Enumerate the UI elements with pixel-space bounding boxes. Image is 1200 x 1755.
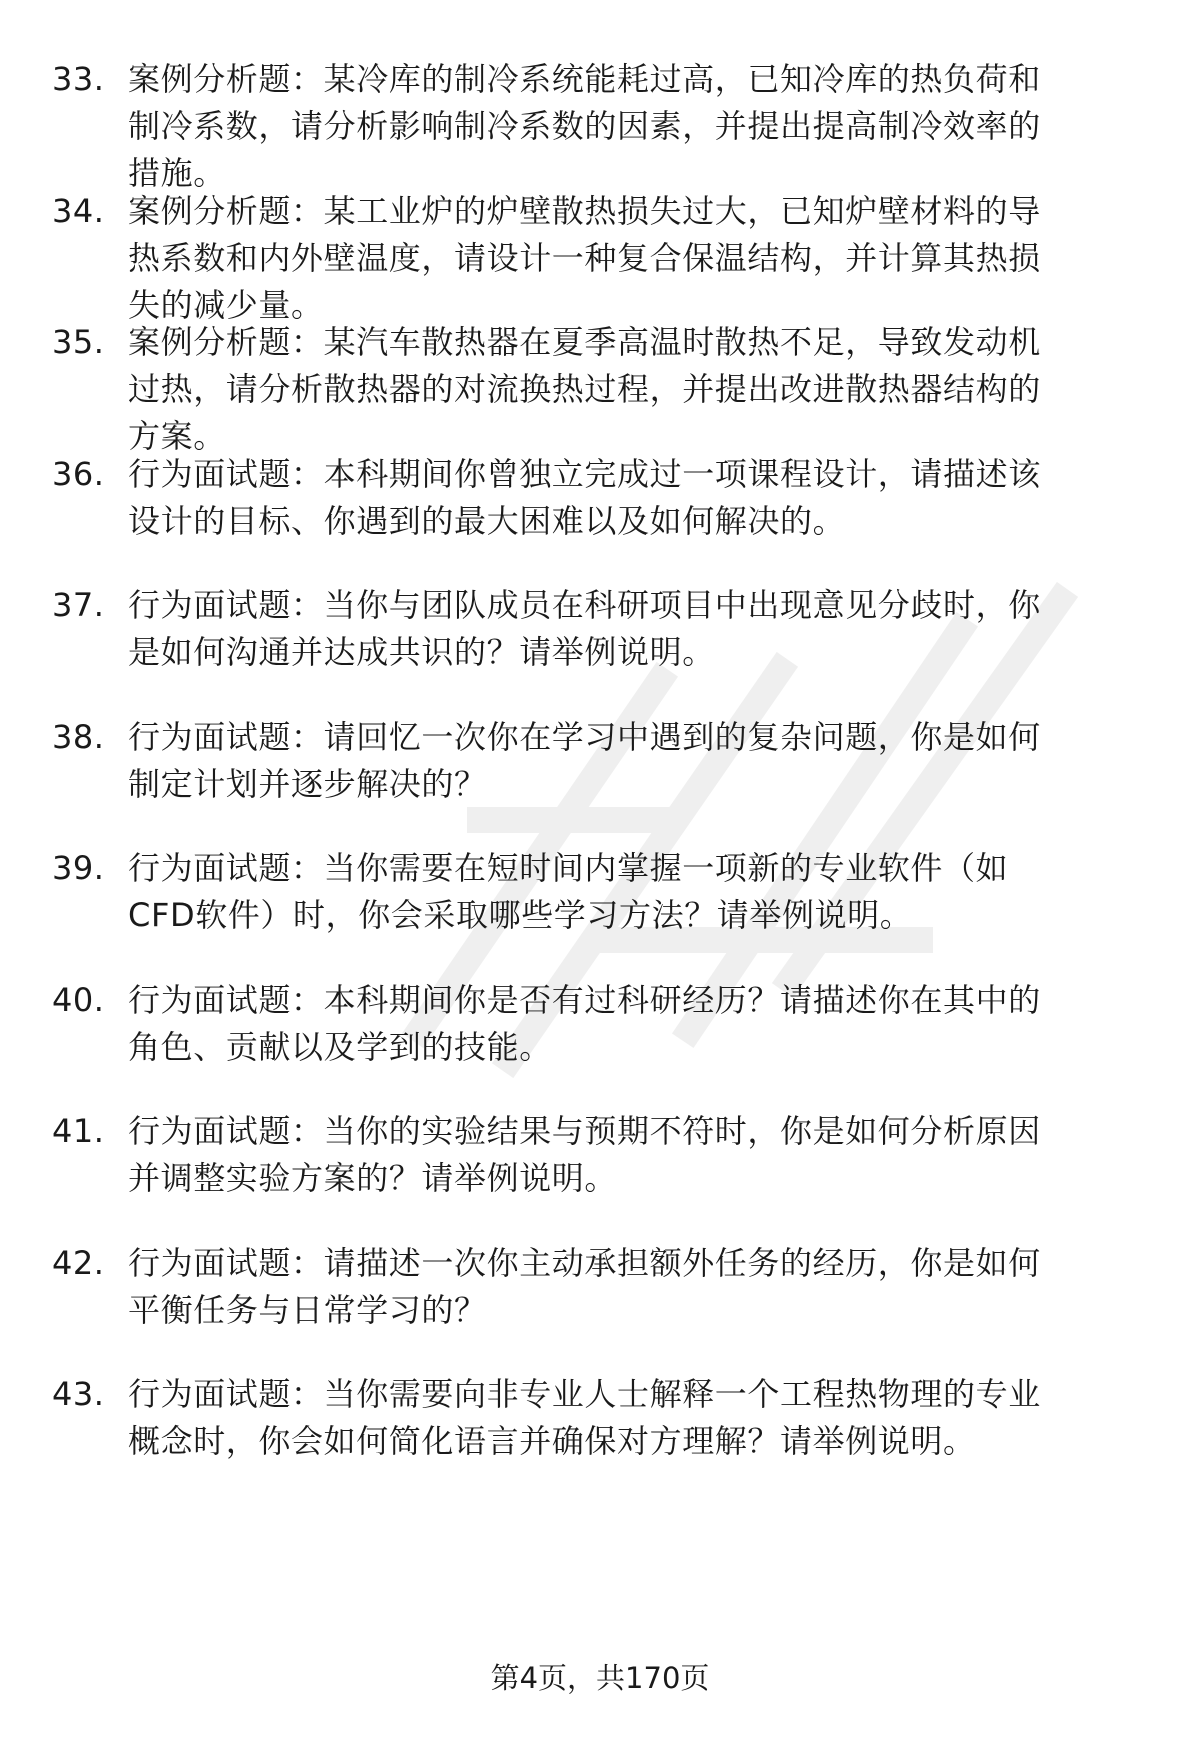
question-list	[52, 56, 1142, 1503]
question-text: 行为面试题：当你需要向非专业人士解释一个工程热物理的专业 概念时，你会如何简化语言并确保对方理解？请举例说明。	[128, 1375, 1041, 1460]
question-item	[52, 845, 1142, 977]
question-item	[52, 1371, 1142, 1503]
question-text: 行为面试题：当你需要在短时间内掌握一项新的专业软件（如 CFD软件）时，你会采取哪些学习方法？请举例说明。	[128, 849, 1009, 934]
question-item	[52, 1240, 1142, 1372]
question-text: 行为面试题：请描述一次你主动承担额外任务的经历，你是如何 平衡任务与日常学习的？	[128, 1243, 1041, 1329]
question-number: 41.	[52, 1112, 105, 1150]
question-item	[52, 319, 1142, 455]
question-number: 34.	[52, 191, 105, 230]
question-number: 33.	[52, 60, 105, 98]
question-number: 37.	[52, 586, 105, 624]
question-item	[52, 714, 1142, 846]
question-item	[52, 1108, 1142, 1240]
question-text: 行为面试题：本科期间你是否有过科研经历？请描述你在其中的 角色、贡献以及学到的技能。	[128, 980, 1041, 1066]
question-number: 40.	[52, 980, 105, 1019]
question-number: 39.	[52, 849, 105, 887]
question-item	[52, 56, 1142, 192]
question-item	[52, 582, 1142, 714]
page-footer: 第4页，共170页	[490, 1661, 710, 1695]
question-item	[52, 188, 1142, 324]
question-number: 38.	[52, 717, 105, 756]
question-number: 35.	[52, 323, 105, 361]
question-text: 行为面试题：当你与团队成员在科研项目中出现意见分歧时，你 是如何沟通并达成共识的？请举例说明。	[128, 586, 1041, 671]
question-text: 案例分析题：某汽车散热器在夏季高温时散热不足，导致发动机 过热，请分析散热器的对流换热过程，并提出改进散热器结构的 方案。	[128, 323, 1041, 455]
question-item	[52, 451, 1142, 583]
question-text: 行为面试题：当你的实验结果与预期不符时，你是如何分析原因 并调整实验方案的？请举例说明。	[128, 1112, 1041, 1197]
question-number: 36.	[52, 454, 105, 493]
question-text: 行为面试题：本科期间你曾独立完成过一项课程设计，请描述该 设计的目标、你遇到的最大困难以及如何解决的。	[128, 454, 1041, 540]
question-text: 案例分析题：某冷库的制冷系统能耗过高，已知冷库的热负荷和 制冷系数，请分析影响制冷系数的因素，并提出提高制冷效率的 措施。	[128, 60, 1041, 192]
question-item	[52, 977, 1142, 1109]
question-text: 案例分析题：某工业炉的炉壁散热损失过大，已知炉壁材料的导 热系数和内外壁温度，请设计一种复合保温结构，并计算其热损 失的减少量。	[128, 191, 1041, 324]
question-number: 42.	[52, 1243, 105, 1282]
question-text: 行为面试题：请回忆一次你在学习中遇到的复杂问题，你是如何 制定计划并逐步解决的？	[128, 717, 1041, 803]
question-number: 43.	[52, 1375, 105, 1413]
